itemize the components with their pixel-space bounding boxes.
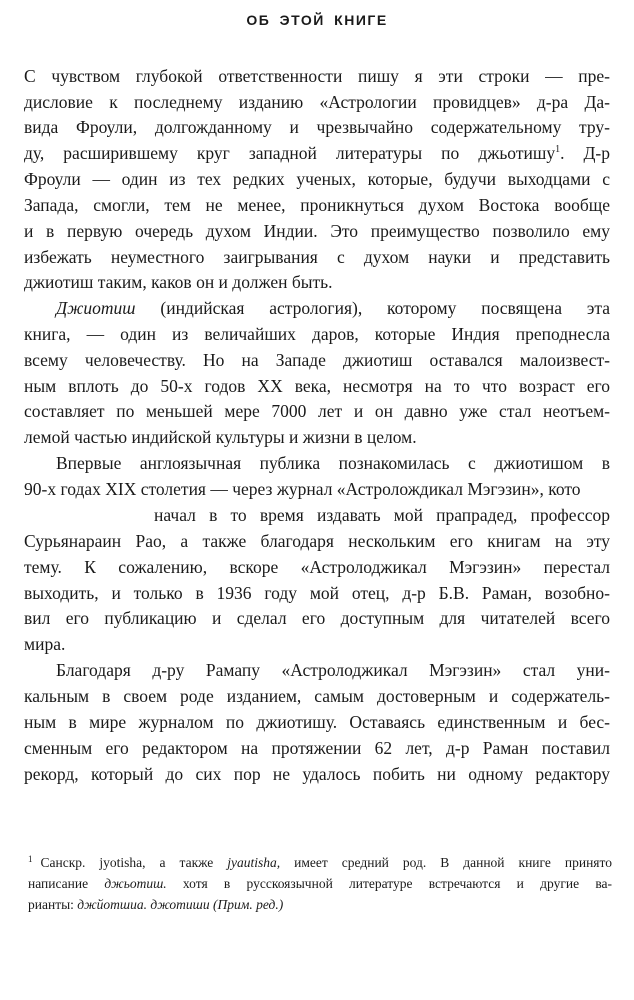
line-text: ду, расширившему круг западной литературы по джьотишу (24, 143, 556, 163)
text-line (24, 323, 610, 345)
text-line (24, 685, 610, 707)
text-line (24, 142, 610, 164)
line-text: Запада, смогли, тем не менее, проникнуться духом Востока вообще (24, 195, 610, 215)
footnote-text: имеет средний род. В данной книге принято (280, 855, 612, 870)
text-line (24, 220, 610, 242)
line-text: ным вплоть до 50-х годов XX века, несмотря на то что возраст его (24, 376, 610, 396)
footnote-text: хотя в русскоязычной литературе встречаются и другие ва- (166, 876, 613, 891)
text-line (56, 659, 610, 681)
line-text: Сурьянараин Рао, а также благодаря нескольким его книгам на эту (24, 531, 610, 551)
line-text: выходить, и только в 1936 году мой отец, д-р Б.В. Раман, возобно- (24, 583, 610, 603)
text-line (24, 737, 610, 759)
text-line (56, 297, 610, 319)
text-line (24, 633, 610, 655)
text-line (24, 116, 610, 138)
text-line (24, 91, 610, 113)
footnote-text: Санскр. jyotisha, а также (40, 855, 228, 870)
text-line (24, 375, 610, 397)
line-text: вил его публикацию и сделал его доступным для читателей всего (24, 608, 610, 628)
line-text: 90-х годах XIX столетия — через журнал «Астролождикал Мэгэзин», кото (24, 479, 581, 499)
footnote-italic: jyautisha, (227, 855, 281, 870)
text-line (24, 763, 610, 785)
line-text: кальным в своем роде изданием, самым достоверным и содержатель- (24, 686, 610, 706)
line-text: мира. (24, 634, 66, 654)
footnote-ref: 1 (555, 144, 561, 156)
text-line (24, 168, 610, 190)
text-line (24, 194, 610, 216)
text-line (24, 607, 610, 629)
footnote-text: написание (28, 876, 105, 891)
line-text: джиотиш таким, каков он и должен быть. (24, 272, 333, 292)
text-line (24, 400, 610, 422)
text-line (24, 582, 610, 604)
text-line (24, 349, 610, 371)
footnote-italic: (Прим. ред.) (213, 897, 284, 912)
text-line (24, 711, 610, 733)
line-text: вида Фроули, долгожданному и чрезвычайно содержательному тру- (24, 117, 610, 137)
footnote-mark: 1 (28, 853, 33, 864)
line-text: Впервые англоязычная публика познакомилась с джиотишом в (56, 453, 610, 473)
footnote-line (28, 854, 612, 872)
line-text: Фроули — один из тех редких ученых, которые, будучи выходцами с (24, 169, 610, 189)
italic-term: Джиотиш (56, 298, 136, 318)
line-text: С чувством глубокой ответственности пишу я эти строки — пре- (24, 66, 610, 86)
text-line (24, 530, 610, 552)
line-text: Благодаря д-ру Рамапу «Астролоджикал Мэгэзин» стал уни- (56, 660, 610, 680)
text-line (56, 452, 610, 474)
line-text: дисловие к последнему изданию «Астрологии провидцев» д-ра Да- (24, 92, 610, 112)
text-line (24, 271, 610, 293)
footnote-text: рианты: (28, 897, 78, 912)
line-text: избежать неуместного заигрывания с духом науки и представить (24, 247, 610, 267)
line-text: ным в мире журналом по джиотишу. Оставаясь единственным и бес- (24, 712, 610, 732)
footnote-italic: джьотиш. (104, 876, 167, 891)
page-title: ОБ ЭТОЙ КНИГЕ (246, 12, 388, 28)
text-line (24, 246, 610, 268)
line-text: лемой частью индийской культуры и жизни в целом. (24, 427, 417, 447)
footnote-line (28, 896, 612, 914)
line-text: тему. К сожалению, вскоре «Астролоджикал Мэгэзин» перестал (24, 557, 610, 577)
footnote-line (28, 875, 612, 893)
line-text: книга, — один из величайших даров, которые Индия преподнесла (24, 324, 610, 344)
text-line (24, 426, 610, 448)
text-line (154, 504, 610, 526)
line-text: всему человечеству. Но на Западе джиотиш оставался малоизвест- (24, 350, 610, 370)
footnote-italic: джйотшиа. джотиши (77, 897, 210, 912)
line-text: . Д-р (560, 143, 611, 163)
line-text: рекорд, который до сих пор не удалось побить ни одному редактору (24, 764, 610, 784)
line-text: сменным его редактором на протяжении 62 лет, д-р Раман поставил (24, 738, 610, 758)
line-text: (индийская астрология), которому посвящена эта (135, 298, 610, 318)
line-text: начал в то время издавать мой прапрадед, профессор (154, 505, 610, 525)
text-line (24, 65, 610, 87)
text-line (24, 556, 610, 578)
text-line (24, 478, 634, 500)
line-text: и в первую очередь духом Индии. Это преимущество позволило ему (24, 221, 610, 241)
line-text: составляет по меньшей мере 7000 лет и он давно уже стал неотъем- (24, 401, 610, 421)
